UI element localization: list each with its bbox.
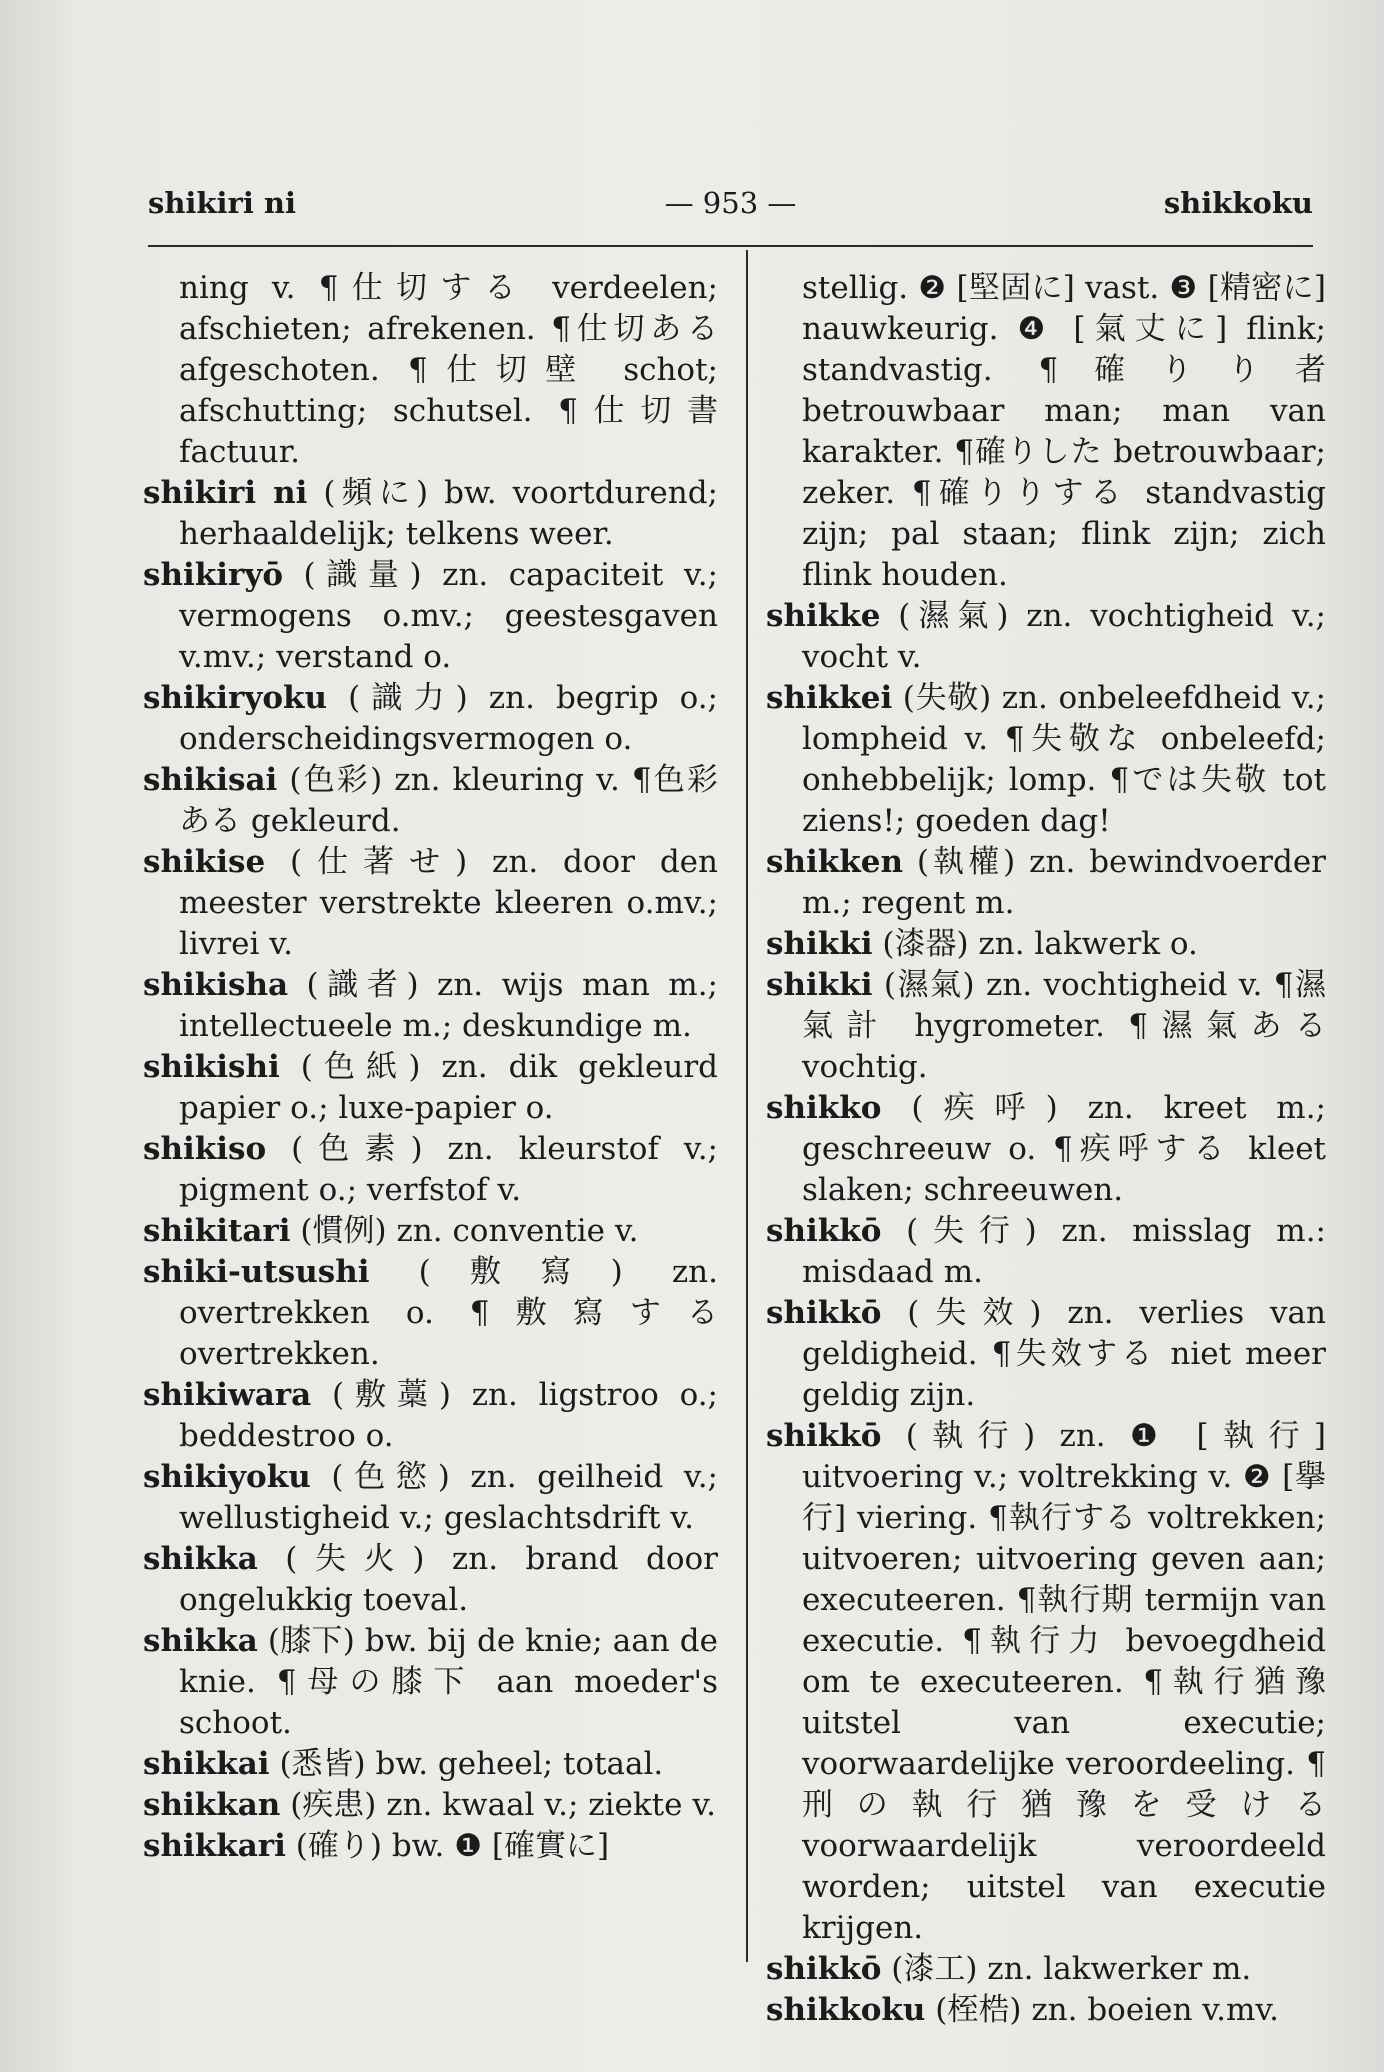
entry-headword: shikiwara bbox=[143, 1377, 312, 1413]
header-last-headword: shikkoku bbox=[1163, 186, 1313, 220]
dictionary-entry bbox=[766, 678, 1326, 842]
dictionary-entry bbox=[143, 555, 718, 678]
entry-body: ning v. ¶仕切する verdeelen; afschieten; afrekenen. ¶仕切ある afgeschoten. ¶仕切壁 schot; afschutting; schutsel. ¶仕切書 factuur. bbox=[179, 270, 718, 470]
entry-body: (敷藁) zn. ligstroo o.; beddestroo o. bbox=[179, 1377, 718, 1454]
dictionary-entry bbox=[143, 1211, 718, 1252]
dictionary-entry bbox=[766, 1293, 1326, 1416]
dictionary-entry bbox=[143, 268, 718, 473]
entry-headword: shikiryō bbox=[143, 557, 284, 593]
entry-headword: shikkoku bbox=[766, 1992, 926, 2028]
entry-headword: shikko bbox=[766, 1090, 882, 1126]
dictionary-entry bbox=[143, 473, 718, 555]
entry-headword: shikkō bbox=[766, 1295, 882, 1331]
dictionary-entry bbox=[766, 1990, 1326, 2031]
entry-body: (失火) zn. brand door ongelukkig toeval. bbox=[179, 1541, 718, 1618]
entry-headword: shikka bbox=[143, 1541, 258, 1577]
entry-body: (疾患) zn. kwaal v.; ziekte v. bbox=[280, 1787, 717, 1823]
dictionary-entry bbox=[143, 1621, 718, 1744]
dictionary-entry bbox=[143, 1129, 718, 1211]
entry-headword: shikkai bbox=[143, 1746, 270, 1782]
entry-headword: shikki bbox=[766, 926, 873, 962]
entry-body: (疾呼) zn. kreet m.; geschreeuw o. ¶疾呼する kleet slaken; schreeuwen. bbox=[802, 1090, 1326, 1208]
entry-body: (桎梏) zn. boeien v.mv. bbox=[925, 1992, 1280, 2028]
dictionary-entry bbox=[766, 1088, 1326, 1211]
dictionary-entry bbox=[143, 1539, 718, 1621]
entry-headword: shikkan bbox=[143, 1787, 281, 1823]
dictionary-entry bbox=[766, 924, 1326, 965]
dictionary-entry bbox=[766, 1211, 1326, 1293]
dictionary-entry bbox=[766, 1416, 1326, 1949]
entry-body: (頻に) bw. voortdurend; herhaaldelijk; telkens weer. bbox=[179, 475, 718, 552]
entry-headword: shikkō bbox=[766, 1213, 882, 1249]
entry-body: (慣例) zn. conventie v. bbox=[290, 1213, 639, 1249]
entry-headword: shikki bbox=[766, 967, 873, 1003]
entry-headword: shikkō bbox=[766, 1951, 882, 1987]
entry-body: (敷寫) zn. overtrekken o. ¶敷寫する overtrekken. bbox=[179, 1254, 718, 1372]
entry-headword: shikkei bbox=[766, 680, 893, 716]
entry-headword: shikken bbox=[766, 844, 903, 880]
dictionary-entry bbox=[143, 1375, 718, 1457]
left-column bbox=[143, 268, 718, 1867]
entry-body: (仕著せ) zn. door den meester verstrekte kleeren o.mv.; livrei v. bbox=[179, 844, 718, 962]
entry-body: (失敬) zn. onbeleefdheid v.; lompheid v. ¶失敬な onbeleefd; onhebbelijk; lomp. ¶では失敬 tot ziens!; goeden dag! bbox=[802, 680, 1326, 839]
entry-headword: shikisai bbox=[143, 762, 278, 798]
entry-body: (漆工) zn. lakwerker m. bbox=[881, 1951, 1252, 1987]
dictionary-entry bbox=[766, 268, 1326, 596]
entry-body: (色素) zn. kleurstof v.; pigment o.; verfstof v. bbox=[179, 1131, 718, 1208]
entry-body: stellig. ❷ [堅固に] vast. ❸ [精密に] nauwkeurig. ❹ [氣丈に] flink; standvastig. ¶確りり者 betrouwbaar man; man van karakter. ¶確りした betrouwbaar; zeker. ¶確りりする standvastig zijn; pal staan; flink zijn; zich flink houden. bbox=[802, 270, 1326, 593]
dictionary-entry bbox=[766, 965, 1326, 1088]
entry-headword: shikiryoku bbox=[143, 680, 328, 716]
entry-body: (失行) zn. misslag m.: misdaad m. bbox=[802, 1213, 1326, 1290]
right-column bbox=[766, 268, 1326, 2031]
entry-headword: shikitari bbox=[143, 1213, 291, 1249]
entry-body: (失效) zn. verlies van geldigheid. ¶失效する niet meer geldig zijn. bbox=[802, 1295, 1326, 1413]
entry-body: (識者) zn. wijs man m.; intellectueele m.; deskundige m. bbox=[179, 967, 718, 1044]
entry-body: (識量) zn. capaciteit v.; vermogens o.mv.; geestesgaven v.mv.; verstand o. bbox=[179, 557, 718, 675]
dictionary-entry bbox=[143, 1744, 718, 1785]
entry-headword: shiki-utsushi bbox=[143, 1254, 370, 1290]
dictionary-entry bbox=[143, 1457, 718, 1539]
dictionary-entry bbox=[143, 760, 718, 842]
entry-body: (確り) bw. ❶ [確實に] bbox=[285, 1828, 610, 1864]
entry-headword: shikkō bbox=[766, 1418, 882, 1454]
entry-body: (色慾) zn. geilheid v.; wellustigheid v.; geslachtsdrift v. bbox=[179, 1459, 718, 1536]
dictionary-entry bbox=[143, 1252, 718, 1375]
entry-body: (膝下) bw. bij de knie; aan de knie. ¶母の膝下 aan moeder's schoot. bbox=[179, 1623, 718, 1741]
header-rule bbox=[148, 245, 1313, 247]
entry-headword: shikka bbox=[143, 1623, 258, 1659]
dictionary-entry bbox=[143, 1047, 718, 1129]
entry-body: (濕氣) zn. vochtigheid v. ¶濕氣計 hygrometer. ¶濕氣ある vochtig. bbox=[802, 967, 1326, 1085]
entry-headword: shikishi bbox=[143, 1049, 280, 1085]
entry-body: (色彩) zn. kleuring v. ¶色彩ある gekleurd. bbox=[179, 762, 718, 839]
dictionary-entry bbox=[143, 965, 718, 1047]
running-header bbox=[148, 186, 1313, 226]
entry-body: (識力) zn. begrip o.; onderscheidingsvermogen o. bbox=[179, 680, 718, 757]
entry-body: (色紙) zn. dik gekleurd papier o.; luxe-papier o. bbox=[179, 1049, 718, 1126]
entry-body: (執行) zn. ❶ [執行] uitvoering v.; voltrekking v. ❷ [擧行] viering. ¶執行する voltrekken; uitvoeren; uitvoering geven aan; executeeren. ¶執行期 termijn van executie. ¶執行力 bevoegdheid om te executeeren. ¶執行猶豫 uitstel van executie; voorwaardelijke veroordeeling. ¶刑の執行猶豫を受ける voorwaardelijk veroordeeld worden; uitstel van executie krijgen. bbox=[802, 1418, 1326, 1946]
entry-body: (悉皆) bw. geheel; totaal. bbox=[269, 1746, 664, 1782]
dictionary-entry bbox=[766, 842, 1326, 924]
entry-body: (執權) zn. bewindvoerder m.; regent m. bbox=[802, 844, 1326, 921]
dictionary-entry bbox=[766, 1949, 1326, 1990]
dictionary-entry bbox=[766, 596, 1326, 678]
dictionary-entry bbox=[143, 1826, 718, 1867]
dictionary-entry bbox=[143, 1785, 718, 1826]
dictionary-entry bbox=[143, 678, 718, 760]
entry-headword: shikiso bbox=[143, 1131, 267, 1167]
column-divider bbox=[746, 250, 748, 1962]
page-number: — 953 — bbox=[664, 186, 797, 220]
entry-headword: shikisha bbox=[143, 967, 289, 1003]
entry-headword: shikiyoku bbox=[143, 1459, 311, 1495]
entry-headword: shikise bbox=[143, 844, 266, 880]
header-first-headword: shikiri ni bbox=[148, 186, 297, 220]
entry-headword: shikke bbox=[766, 598, 881, 634]
entry-headword: shikiri ni bbox=[143, 475, 308, 511]
entry-body: (漆器) zn. lakwerk o. bbox=[872, 926, 1198, 962]
dictionary-entry bbox=[143, 842, 718, 965]
entry-headword: shikkari bbox=[143, 1828, 286, 1864]
entry-body: (濕氣) zn. vochtigheid v.; vocht v. bbox=[802, 598, 1326, 675]
